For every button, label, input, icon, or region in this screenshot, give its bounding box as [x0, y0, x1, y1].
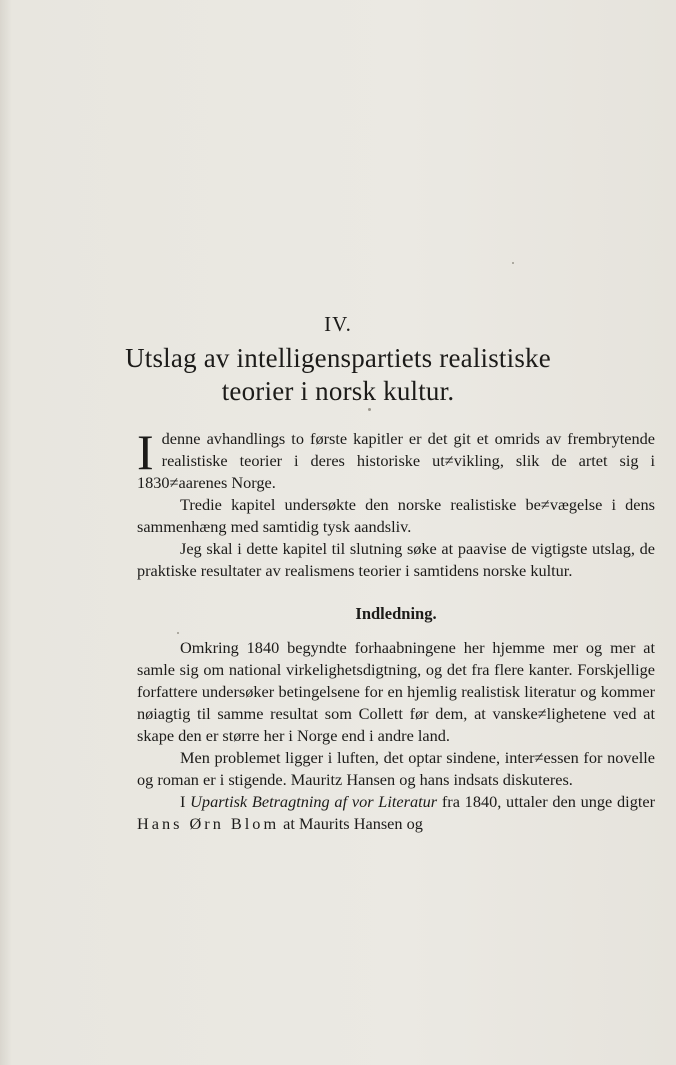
drop-cap: I	[137, 424, 154, 480]
chapter-title-line-1: Utslag av intelligenspartiets realistiske	[125, 343, 551, 373]
p3-mid: fra 1840, uttaler den unge digter	[437, 792, 656, 811]
section-paragraph-3	[137, 791, 655, 835]
paper-speck	[368, 408, 371, 411]
intro-paragraph-2: Tredie kapitel undersøkte den norske realistiske be≠vægelse i dens sammenhæng med samtidig tysk aandsliv.	[137, 495, 655, 536]
chapter-title	[120, 342, 556, 408]
p3-name: Hans Ørn Blom	[137, 814, 280, 833]
intro-paragraph-1	[137, 424, 655, 494]
p3-end: at Maurits Hansen og	[279, 814, 423, 833]
chapter-title-line-2: teorier i norsk kultur.	[221, 376, 455, 406]
section-paragraph-1: Omkring 1840 begyndte forhaabningene her hjemme mer og mer at samle sig om national virkelighetsdigtning, og det fra flere kanter. Forskjellige forfattere undersøker betingelsene for en hjemlig realistisk literatur og kommer nøiagtig til samme resultat som Collett før dem, at vanske≠lighetene ved at skape den er større her i Norge end i andre land.	[137, 638, 655, 745]
intro-paragraph-3: Jeg skal i dette kapitel til slutning søke at paavise de vigtigste utslag, de praktiske resultater av realismens teorier i samtidens norske kultur.	[137, 539, 655, 580]
intro-paragraph-1-text: denne avhandlings to første kapitler er det git et omrids av frembrytende realistiske teorier i deres historiske ut≠vikling, slik de artet sig i 1830≠aarenes Norge.	[137, 429, 655, 492]
section-paragraph-2: Men problemet ligger i luften, det optar sindene, inter≠essen for novelle og roman er i stigende. Mauritz Hansen og hans indsats diskuteres.	[137, 748, 655, 789]
chapter-number: IV.	[324, 312, 352, 336]
section-heading: Indledning.	[355, 604, 437, 623]
p3-title: Upartisk Betragtning af vor Literatur	[190, 792, 438, 811]
paper-speck	[512, 262, 514, 264]
paper-speck	[177, 632, 179, 634]
p3-start: I	[180, 792, 191, 811]
body-text	[137, 424, 656, 835]
